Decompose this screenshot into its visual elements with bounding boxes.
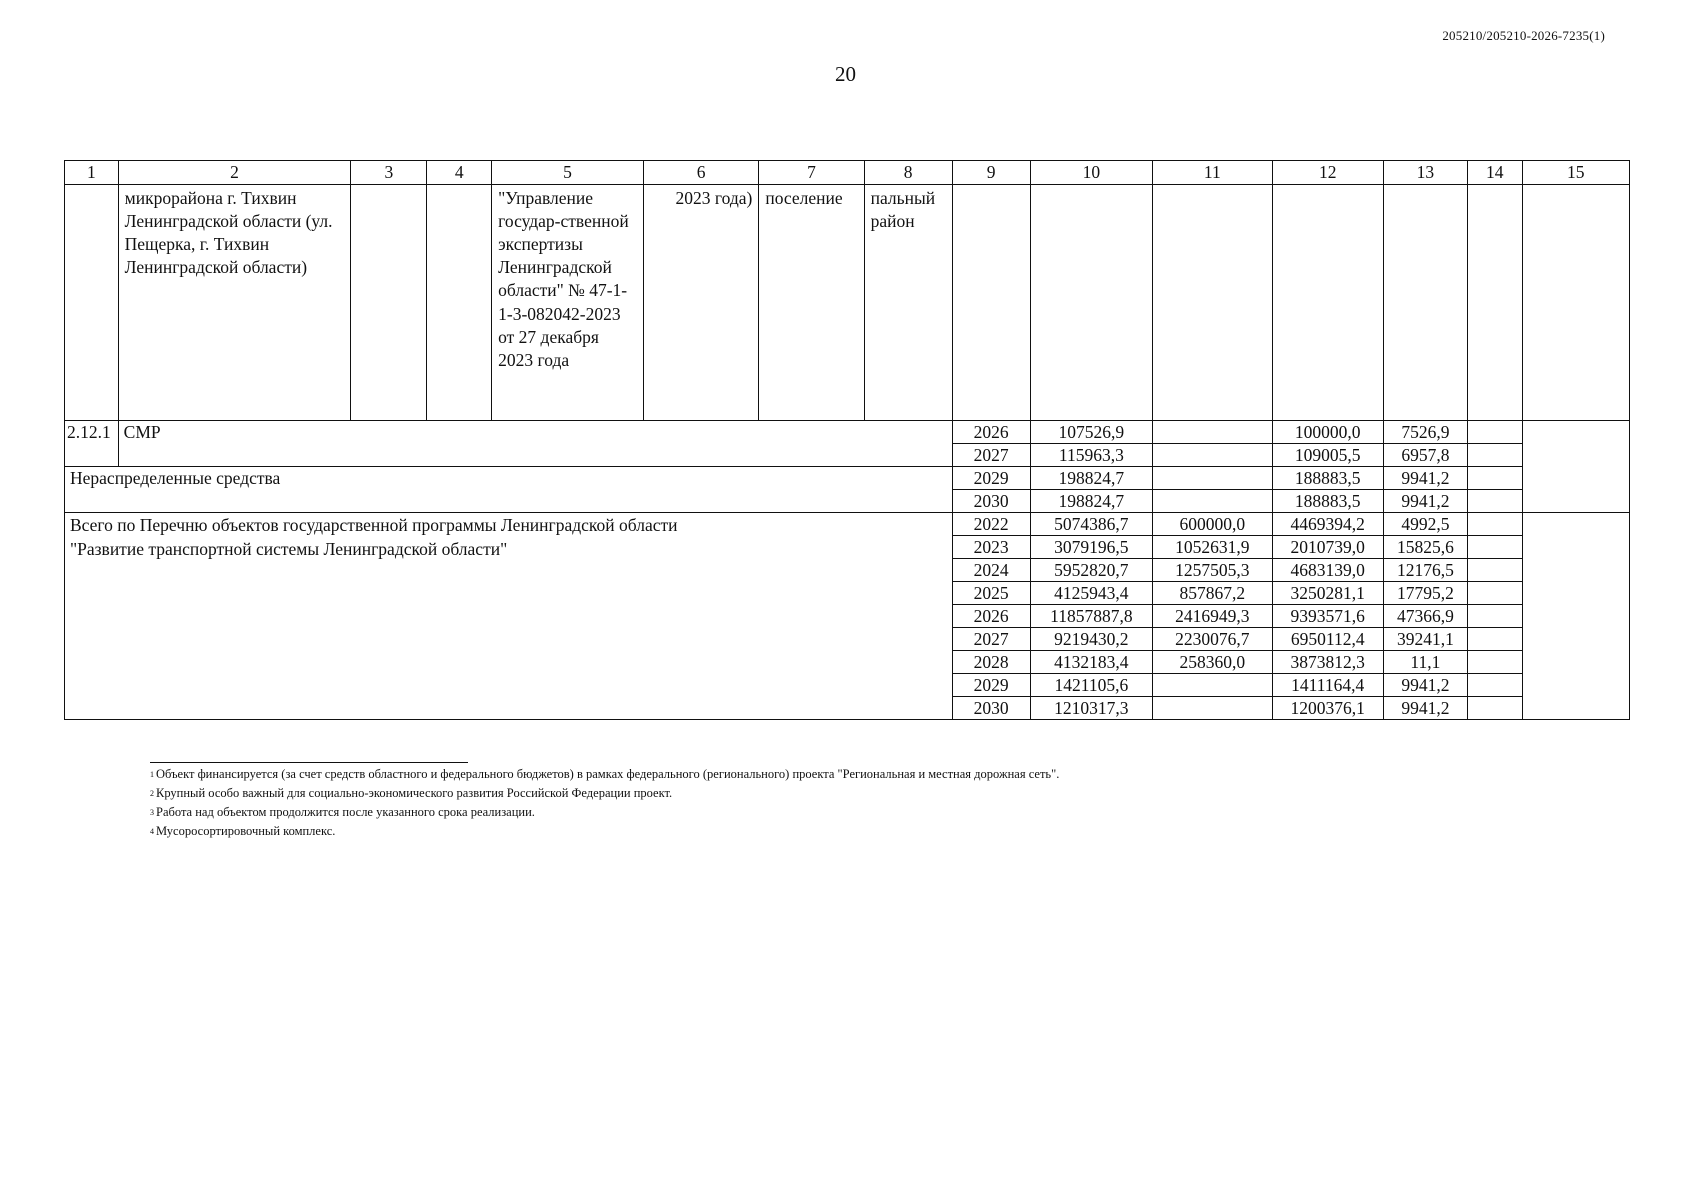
table-row: 2025 4125943,4 857867,2 3250281,1 17795,2 bbox=[65, 582, 1630, 605]
year-cell: 2026 bbox=[952, 605, 1030, 628]
period-cell: 2023 года) bbox=[643, 185, 758, 421]
table-row: Нераспределенные средства 2029 198824,7 188883,5 9941,2 bbox=[65, 467, 1630, 490]
footnote: $^2$ Крупный особо важный для социально-экономического развития Российской Федерации проект. bbox=[150, 786, 673, 800]
page-number: 20 bbox=[835, 62, 856, 86]
year-cell: 2028 bbox=[952, 651, 1030, 674]
expertise-info: "Управление государ-ственной экспертизы Ленинградской области" № 47-1-1-3-082042-2023 от 27 декабря 2023 года bbox=[492, 185, 644, 421]
year-cell: 2023 bbox=[952, 536, 1030, 559]
table-row: 2026 11857887,8 2416949,3 9393571,6 47366,9 bbox=[65, 605, 1630, 628]
table-row: 2030 1210317,3 1200376,1 9941,2 bbox=[65, 697, 1630, 720]
year-cell: 2022 bbox=[952, 513, 1030, 536]
object-name: микрорайона г. Тихвин Ленинградской области (ул. Пещерка, г. Тихвин Ленинградской области) bbox=[118, 185, 351, 421]
year-cell: 2027 bbox=[952, 628, 1030, 651]
total-label-line1: Всего по Перечню объектов государственной программы Ленинградской области bbox=[70, 515, 678, 536]
settlement-cell: поселение bbox=[759, 185, 864, 421]
document-id: 205210/205210-2026-7235(1) bbox=[1442, 28, 1605, 43]
smr-label: СМР bbox=[118, 421, 952, 467]
year-cell: 2029 bbox=[952, 674, 1030, 697]
column-number: 4 bbox=[427, 161, 492, 185]
district-cell: пальный район bbox=[864, 185, 952, 421]
total-label bbox=[65, 513, 953, 720]
column-number: 6 bbox=[643, 161, 758, 185]
year-cell: 2030 bbox=[952, 490, 1030, 513]
footnote: $^1$ Объект финансируется (за счет средств областного и федерального бюджетов) в рамках федерального (регионального) проекта "Региональная и местная дорожная сеть". bbox=[150, 767, 1060, 781]
unallocated-label: Нераспределенные средства bbox=[65, 467, 953, 513]
column-number: 13 bbox=[1383, 161, 1467, 185]
year-cell: 2029 bbox=[952, 467, 1030, 490]
table-row: 2028 4132183,4 258360,0 3873812,3 11,1 bbox=[65, 651, 1630, 674]
row-code: 2.12.1 bbox=[65, 421, 119, 467]
total-label-line2: "Развитие транспортной системы Ленинградской области" bbox=[70, 539, 508, 560]
column-number: 3 bbox=[351, 161, 427, 185]
footnote: $^3$ Работа над объектом продолжится после указанного срока реализации. bbox=[150, 805, 535, 819]
year-cell: 2025 bbox=[952, 582, 1030, 605]
footnotes bbox=[150, 762, 1059, 841]
column-number-row bbox=[65, 161, 1630, 185]
objects-table bbox=[64, 160, 1630, 720]
table-row: Всего по Перечню объектов государственной программы Ленинградской области "Развитие транспортной системы Ленинградской области" 2022 5074386,7 600000,0 4469394,2 4992,5 bbox=[65, 513, 1630, 536]
footnote-divider bbox=[150, 762, 468, 763]
table-row: 2027 9219430,2 2230076,7 6950112,4 39241,1 bbox=[65, 628, 1630, 651]
column-number: 2 bbox=[118, 161, 351, 185]
year-cell: 2027 bbox=[952, 444, 1030, 467]
column-number: 5 bbox=[492, 161, 644, 185]
object-row bbox=[65, 185, 1630, 421]
year-cell: 2024 bbox=[952, 559, 1030, 582]
column-number: 12 bbox=[1272, 161, 1383, 185]
year-cell: 2030 bbox=[952, 697, 1030, 720]
footnote: $^4$ Мусоросортировочный комплекс. bbox=[150, 824, 336, 838]
table-row: 2027 115963,3 109005,5 6957,8 bbox=[65, 444, 1630, 467]
table-row: 2029 1421105,6 1411164,4 9941,2 bbox=[65, 674, 1630, 697]
column-number: 10 bbox=[1030, 161, 1152, 185]
column-number: 14 bbox=[1467, 161, 1522, 185]
column-number: 8 bbox=[864, 161, 952, 185]
column-number: 11 bbox=[1153, 161, 1272, 185]
column-number: 15 bbox=[1522, 161, 1629, 185]
table-row: 2.12.1 СМР 2026 107526,9 100000,0 7526,9 bbox=[65, 421, 1630, 444]
column-number: 1 bbox=[65, 161, 119, 185]
table-row: 2030 198824,7 188883,5 9941,2 bbox=[65, 490, 1630, 513]
column-number: 9 bbox=[952, 161, 1030, 185]
year-cell: 2026 bbox=[952, 421, 1030, 444]
table-row: 2024 5952820,7 1257505,3 4683139,0 12176,5 bbox=[65, 559, 1630, 582]
table-row: 2023 3079196,5 1052631,9 2010739,0 15825,6 bbox=[65, 536, 1630, 559]
column-number: 7 bbox=[759, 161, 864, 185]
